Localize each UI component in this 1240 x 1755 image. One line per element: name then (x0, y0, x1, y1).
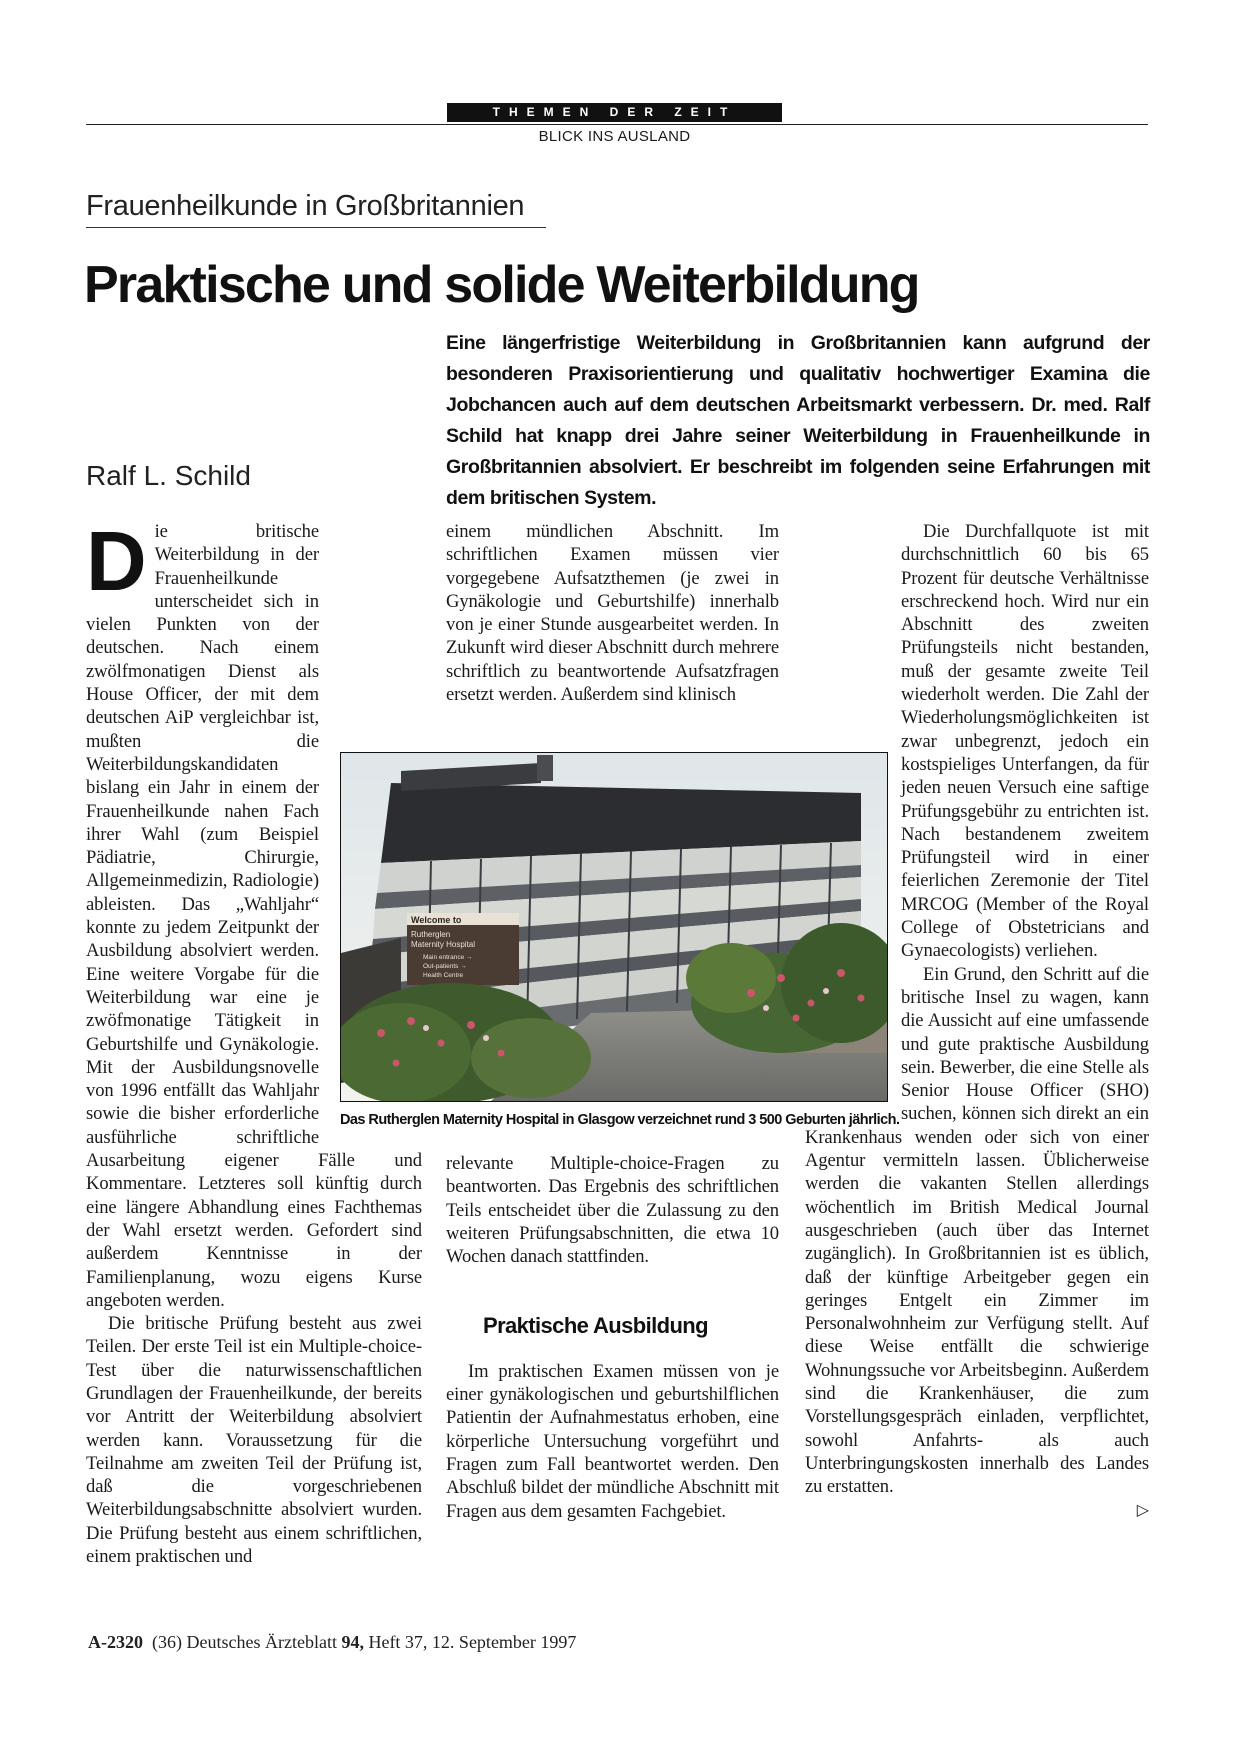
paragraph: ie britische Weiterbildung in der Frauenheilkunde unterscheidet sich in vielen Punkten von der deutschen. Nach einem zwölfmonatigen Dienst als House Officer, der mit dem deutschen AiP vergleichbar ist, mußten die Weiterbildungskandidaten bislang ein Jahr in einem der Frauenheilkunde nahen Fach ihrer Wahl (zum Beispiel Pädiatrie, Chirurgie, Allgemeinmedizin, Radiologie) ableisten. Das „Wahljahr“ konnte zu jedem Zeitpunkt der Ausbildung absolviert werden. Eine weitere Vorgabe für die Weiterbildung war eine je zwöfmonatige Tätigkeit in Geburtshilfe und Gynäkologie. Mit der Ausbildungsnovelle von 1996 entfällt das Wahljahr sowie die bisher erforderliche ausführliche schriftliche Ausarbeitung eigener Fälle und Kommentare. Letzteres soll künftig durch eine längere Abhandlung eines Fachthemas der Wahl ersetzt werden. Gefordert sind außerdem Kenntnisse in der Familienplanung, wozu eigens Kurse angeboten werden. (86, 521, 422, 1311)
section-subheading: Praktische Ausbildung (483, 1313, 708, 1339)
sign-text: Health Centre (423, 972, 464, 979)
sign-text: Rutherglen (411, 930, 451, 939)
article-kicker: Frauenheilkunde in Großbritannien (86, 190, 546, 228)
header-rule (86, 124, 1148, 125)
paragraph: Ein Grund, den Schritt auf die britische Insel zu wagen, kann die Aussicht auf eine umfassende und gute praktische Ausbildung sein. Bewerber, die eine Stelle als Senior House Officer (SHO) suchen, können sich direkt an ein Krankenhaus wenden oder sich von einer Agentur vermitteln lassen. Üblicherweise werden die vakanten Stellen allerdings wöchentlich im British Medical Journal ausgeschrieben (auch über das Internet zugänglich). In Großbritannien ist es üblich, daß der künftige Arbeitgeber gegen ein geringes Entgelt ein Zimmer im Personalwohnheim zur Verfügung stellt. Auf diese Weise entfällt die schwierige Wohnungssuche vor Arbeitsbeginn. Außerdem sind die Krankenhäuser, die zum Vorstellungsgespräch einladen, verpflichtet, sowohl Anfahrts- als auch Unterbringungskosten innerhalb des Landes zu erstatten. (805, 963, 1149, 1498)
sign-text: Maternity Hospital (411, 940, 476, 949)
page-code: A-2320 (88, 1632, 143, 1652)
sign-text: Welcome to (411, 915, 462, 925)
article-headline: Praktische und solide Weiterbildung (84, 256, 919, 314)
end-of-article-icon: ▷ (1136, 1500, 1149, 1520)
hospital-photo (340, 752, 888, 1102)
text-column-2 (446, 520, 779, 706)
issue-date: Heft 37, 12. September 1997 (368, 1632, 577, 1652)
subsection-label: BLICK INS AUSLAND (538, 128, 691, 145)
photo-caption: Das Rutherglen Maternity Hospital in Glasgow verzeichnet rund 3 500 Geburten jährlich. (340, 1112, 900, 1128)
journal-name: Deutsches Ärzteblatt (186, 1632, 337, 1652)
sign-text: Out-patients → (423, 963, 467, 970)
page-footer (88, 1632, 576, 1653)
paragraph: Die britische Prüfung besteht aus zwei Teilen. Der erste Teil ist ein Multiple-choice-Test über die naturwissenschaftlichen Grundlagen der Frauenheilkunde, der bereits vor Antritt der Weiterbildung absolviert werden kann. Voraussetzung für die Teilnahme am zweiten Teil der Prüfung ist, daß die vorgeschriebenen Weiterbildungsabschnitte absolviert wurden. Die Prüfung besteht aus einem schriftlichen, einem praktischen und (86, 1313, 422, 1568)
sign-text: Main entrance → (423, 954, 473, 961)
article-lead: Eine längerfristige Weiterbildung in Großbritannien kann aufgrund der besonderen Praxisorientierung und qualitativ hochwertiger Examina die Jobchancen auch auf dem deutschen Arbeitsmarkt verbessern. Dr. med. Ralf Schild hat knapp drei Jahre seiner Weiterbildung in Frauenheilkunde in Großbritannien absolviert. Er beschreibt im folgenden seine Erfahrungen mit dem britischen System. (446, 332, 1150, 509)
paragraph: Im praktischen Examen müssen von je einer gynäkologischen und geburtshilflichen Patientin der Aufnahmestatus erhoben, eine körperliche Untersuchung vorgeführt und Fragen zum Fall beantwortet werden. Den Abschluß bildet der mündliche Abschnitt mit Fragen aus dem gesamten Fachgebiet. (446, 1360, 779, 1522)
volume-number: 94, (341, 1632, 364, 1652)
drop-cap: D (86, 514, 147, 608)
issue-page: (36) (152, 1632, 182, 1652)
section-label: THEMEN DER ZEIT (447, 103, 782, 122)
text-column-2-continued (446, 1152, 779, 1523)
author-byline: Ralf L. Schild (86, 460, 251, 491)
paragraph: einem mündlichen Abschnitt. Im schriftlichen Examen müssen vier vorgegebene Aufsatzthemen (je zwei in Gynäkologie und Geburtshilfe) innerhalb von je einer Stunde ausgearbeitet werden. In Zukunft wird dieser Abschnitt durch mehrere schriftlich zu beantwortende Aufsatzfragen ersetzt werden. Außerdem sind klinisch (446, 521, 779, 706)
paragraph: Die Durchfallquote ist mit durchschnittlich 60 bis 65 Prozent für deutsche Verhältnisse erschreckend hoch. Wird nur ein Abschnitt des zweiten Prüfungsteils nicht bestanden, muß der gesamte zweite Teil wiederholt werden. Die Zahl der Wiederholungsmöglichkeiten ist zwar unbegrenzt, jedoch ein kostspieliges Unterfangen, da für jeden neuen Versuch eine saftige Prüfungsgebühr zu entrichten ist. Nach bestandenem zweitem Prüfungsteil wird in einer feierlichen Zeremonie der Titel MRCOG (Member of the Royal College of Obstetricians and Gynaecologists) verliehen. (901, 521, 1149, 962)
paragraph: relevante Multiple-choice-Fragen zu beantworten. Das Ergebnis des schriftlichen Teils entscheidet über die Zulassung zu den weiteren Prüfungsabschnitten, die etwa 10 Wochen danach stattfinden. (446, 1153, 779, 1268)
